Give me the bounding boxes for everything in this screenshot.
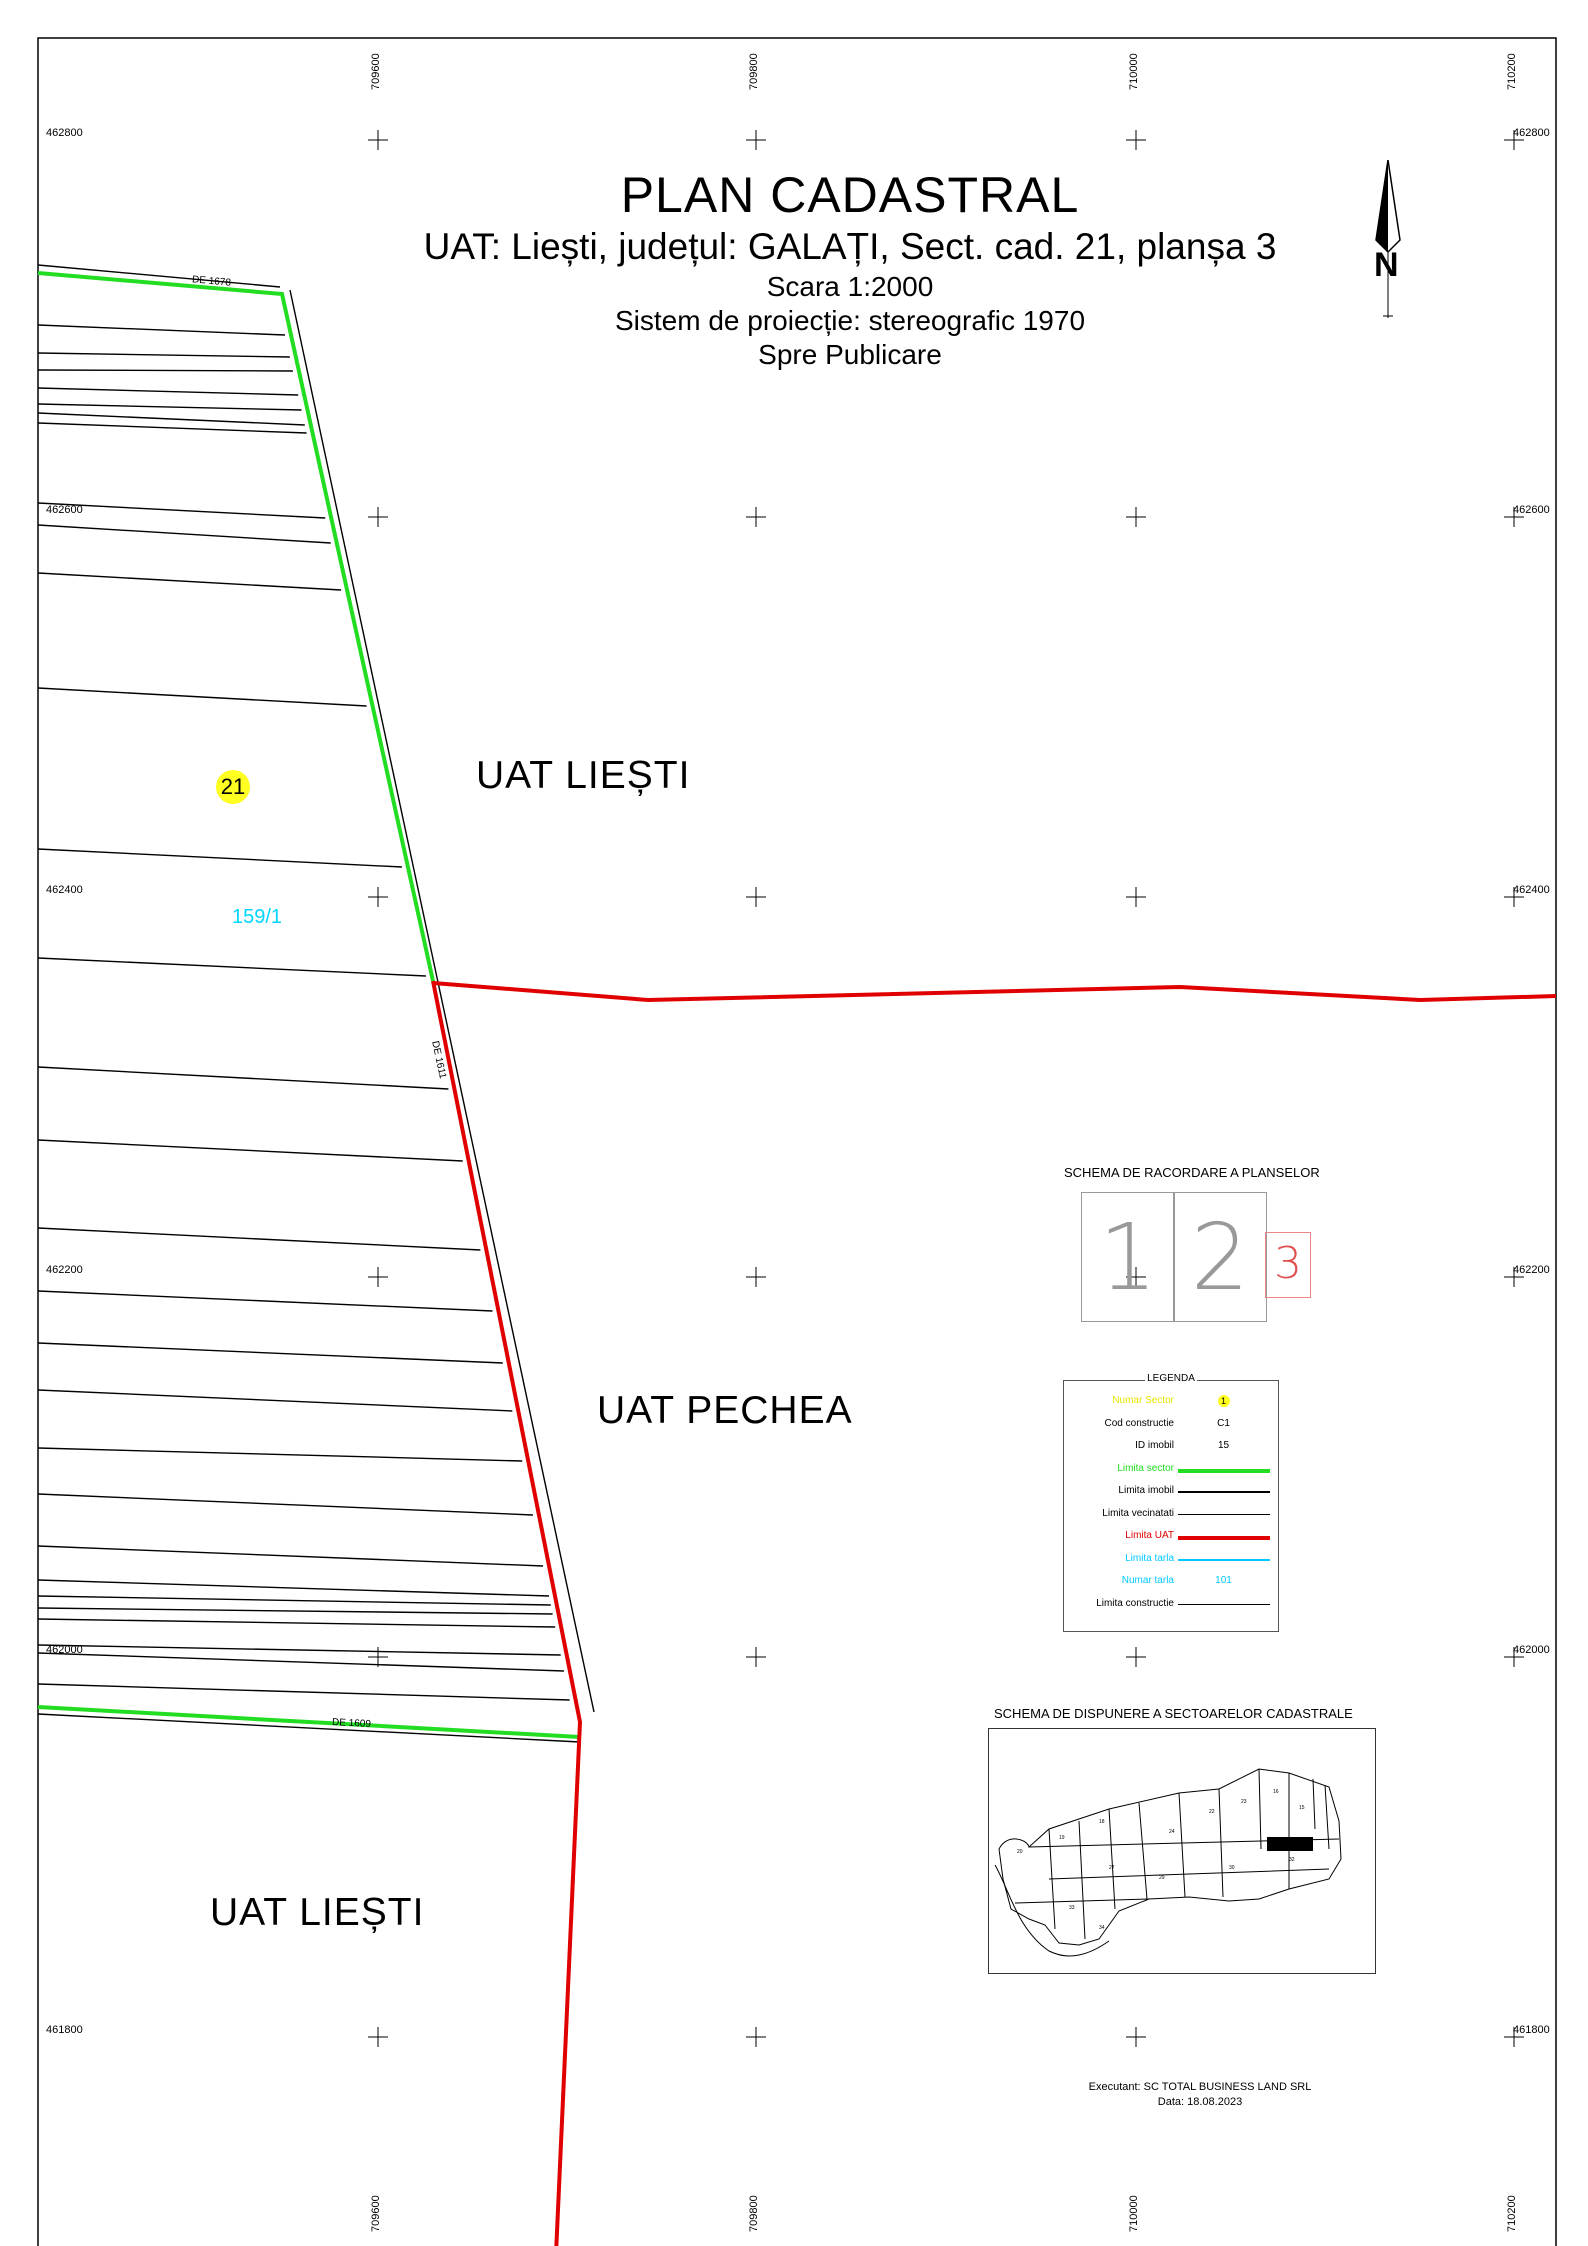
legend-row (1064, 1598, 1278, 1614)
parcel-lines (38, 325, 570, 1700)
parcel-boundary (38, 1645, 561, 1655)
date-text: Data: 18.08.2023 (1157, 2096, 1243, 2108)
y-coordinate-label-left: 462200 (46, 1264, 83, 1276)
legend-title: LEGENDA (1147, 1373, 1195, 1384)
legend-row (1064, 1440, 1278, 1456)
parcel-boundary (38, 1619, 555, 1627)
tarla-number: 159/1 (232, 906, 283, 928)
grid-cross (746, 1647, 766, 1667)
executant-text: Executant: SC TOTAL BUSINESS LAND SRL (1088, 2081, 1312, 2093)
svg-text:20: 20 (1017, 1849, 1023, 1855)
x-coordinate-label-top: 709600 (370, 53, 382, 90)
grid-cross (746, 1267, 766, 1287)
legend-symbol (1176, 1598, 1271, 1605)
parcel-boundary (38, 1494, 533, 1515)
sheet-number-1: 1 (1098, 1204, 1158, 1311)
grid-cross (746, 507, 766, 527)
parcel-boundary (38, 1448, 522, 1461)
road-label-bottom: DE 1609 (331, 1716, 372, 1731)
svg-text:19: 19 (1059, 1835, 1065, 1841)
legend-symbol: 101 (1215, 1575, 1232, 1586)
sheet-box-1 (1081, 1192, 1175, 1322)
legend-row (1064, 1418, 1278, 1434)
sheet-number-2: 2 (1190, 1204, 1250, 1311)
footer-block (1000, 2080, 1400, 2110)
legend-symbol (1176, 1530, 1271, 1540)
legend-symbol: 15 (1217, 1440, 1230, 1451)
parcel-boundary (38, 1653, 564, 1671)
legend-label: Limita vecinatati (1102, 1507, 1174, 1519)
legend-label: Numar Sector (1112, 1395, 1174, 1406)
legend-row (1064, 1508, 1278, 1524)
north-arrow-icon (1368, 160, 1408, 320)
x-coordinate-label-top: 709800 (748, 53, 760, 90)
uat-limit-horizontal (433, 983, 1556, 1000)
title-block (300, 166, 1400, 372)
sector-schema-map (988, 1728, 1376, 1974)
grid-cross (746, 130, 766, 150)
y-coordinate-label-right: 462200 (1513, 1264, 1550, 1276)
parcel-boundary (38, 573, 341, 590)
svg-text:27: 27 (1109, 1865, 1115, 1871)
svg-text:18: 18 (1099, 1819, 1105, 1825)
road-bottom-edge (38, 1714, 580, 1742)
legend-label: Cod constructie (1104, 1417, 1174, 1429)
legend-row (1064, 1395, 1278, 1411)
y-coordinate-label-right: 462400 (1513, 884, 1550, 896)
parcel-boundary (38, 1596, 551, 1605)
legend-label: Limita sector (1117, 1462, 1174, 1474)
parcel-boundary (38, 688, 367, 706)
parcel-boundary (38, 404, 301, 410)
svg-text:30: 30 (1229, 1865, 1235, 1871)
sheet-box-current (1265, 1232, 1311, 1298)
uat-label-liesti-top: UAT LIEȘTI (476, 754, 691, 797)
parcel-boundary (38, 525, 331, 543)
x-coordinate-label-top: 710200 (1506, 53, 1518, 90)
x-coordinate-label-top: 710000 (1128, 53, 1140, 90)
parcel-boundary (38, 370, 293, 371)
legend-row (1064, 1485, 1278, 1501)
parcel-boundary (38, 1343, 503, 1363)
uat-subtitle: UAT: Liești, județul: GALAȚI, Sect. cad. 21, planșa 3 (423, 226, 1277, 267)
y-coordinate-label-left: 462400 (46, 884, 83, 896)
parcel-boundary (38, 1228, 480, 1250)
y-coordinate-label-right: 462600 (1513, 504, 1550, 516)
projection-text: Sistem de proiecție: stereografic 1970 (614, 305, 1086, 336)
svg-text:32: 32 (1289, 1857, 1295, 1863)
grid-cross (1126, 507, 1146, 527)
highlighted-sector (1267, 1837, 1313, 1851)
parcel-boundary (38, 1140, 463, 1161)
road-edge-line (290, 290, 594, 1712)
road-label-middle: DE 1611 (429, 1040, 448, 1080)
legend-symbol (1176, 1553, 1271, 1561)
legend-row (1064, 1530, 1278, 1546)
sector-schema-title: SCHEMA DE DISPUNERE A SECTOARELOR CADASTRALE (994, 1706, 1353, 1721)
legend-label: ID imobil (1135, 1440, 1174, 1451)
legend-label: Limita tarla (1125, 1552, 1174, 1564)
uat-label-pechea: UAT PECHEA (597, 1389, 853, 1432)
parcel-boundary (38, 413, 305, 425)
sheet-schema-title: SCHEMA DE RACORDARE A PLANSELOR (1064, 1165, 1320, 1180)
parcel-boundary (38, 1291, 492, 1311)
legend-symbol (1176, 1485, 1271, 1493)
legend-row (1064, 1575, 1278, 1591)
y-coordinate-label-right: 462000 (1513, 1644, 1550, 1656)
parcel-boundary (38, 1067, 448, 1089)
grid-cross (368, 2027, 388, 2047)
legend-label: Limita UAT (1125, 1530, 1174, 1541)
legend-symbol (1176, 1508, 1271, 1516)
y-coordinate-label-left: 462600 (46, 504, 83, 516)
parcel-boundary (38, 388, 298, 395)
svg-text:22: 22 (1209, 1809, 1215, 1815)
grid-cross (746, 2027, 766, 2047)
x-coordinate-label-bottom: 709800 (748, 2195, 760, 2232)
svg-text:29: 29 (1159, 1875, 1165, 1881)
sheet-number-current: 3 (1274, 1238, 1302, 1289)
x-coordinate-label-bottom: 710200 (1506, 2195, 1518, 2232)
grid-cross (368, 1267, 388, 1287)
legend-label: Limita imobil (1118, 1485, 1174, 1496)
svg-text:23: 23 (1241, 1799, 1247, 1805)
y-coordinate-label-left: 462000 (46, 1644, 83, 1656)
y-coordinate-label-left: 462800 (46, 127, 83, 139)
svg-text:33: 33 (1069, 1905, 1075, 1911)
svg-text:34: 34 (1099, 1925, 1105, 1931)
parcel-boundary (38, 1390, 512, 1411)
y-coordinate-label-right: 462800 (1513, 127, 1550, 139)
x-coordinate-label-bottom: 709600 (370, 2195, 382, 2232)
svg-text:16: 16 (1273, 1789, 1279, 1795)
grid-cross (368, 130, 388, 150)
legend-symbol: 1 (1176, 1395, 1271, 1407)
parcel-boundary (38, 849, 402, 867)
svg-text:15: 15 (1299, 1805, 1305, 1811)
grid-cross (746, 887, 766, 907)
parcel-boundary (38, 1684, 570, 1700)
parcel-boundary (38, 1580, 549, 1596)
legend-symbol: C1 (1217, 1417, 1230, 1429)
sector-schema-drawing (989, 1729, 1375, 1973)
status-text: Spre Publicare (758, 339, 942, 370)
parcel-boundary (38, 958, 426, 976)
sector-number-badge: 21 (216, 770, 250, 804)
sector-limit-line (38, 273, 433, 981)
grid-cross (1126, 1647, 1146, 1667)
parcel-boundary (38, 325, 285, 335)
y-coordinate-label-left: 461800 (46, 2024, 83, 2036)
grid-cross (1126, 887, 1146, 907)
parcel-boundary (38, 1608, 553, 1614)
svg-text:24: 24 (1169, 1829, 1175, 1835)
legend-row (1064, 1463, 1278, 1479)
legend-box (1063, 1373, 1279, 1632)
plan-title: PLAN CADASTRAL (620, 167, 1080, 223)
scale-text: Scara 1:2000 (766, 271, 934, 302)
legend-row (1064, 1553, 1278, 1569)
parcel-boundary (38, 423, 307, 433)
sector-limit-bottom (38, 1707, 580, 1737)
x-coordinate-label-bottom: 710000 (1128, 2195, 1140, 2232)
legend-symbol (1176, 1463, 1271, 1473)
legend-label: Limita constructie (1096, 1597, 1174, 1609)
uat-label-liesti-bottom: UAT LIEȘTI (210, 1891, 425, 1934)
grid-cross (368, 507, 388, 527)
grid-cross (1126, 2027, 1146, 2047)
north-label: N (1374, 246, 1399, 284)
parcel-boundary (38, 1546, 543, 1566)
parcel-boundary (38, 353, 290, 357)
sheet-box-2 (1173, 1192, 1267, 1322)
grid-cross (368, 887, 388, 907)
grid-cross (1126, 130, 1146, 150)
legend-label: Numar tarla (1121, 1575, 1174, 1586)
road-label-top: DE 1678 (191, 274, 232, 289)
y-coordinate-label-right: 461800 (1513, 2024, 1550, 2036)
